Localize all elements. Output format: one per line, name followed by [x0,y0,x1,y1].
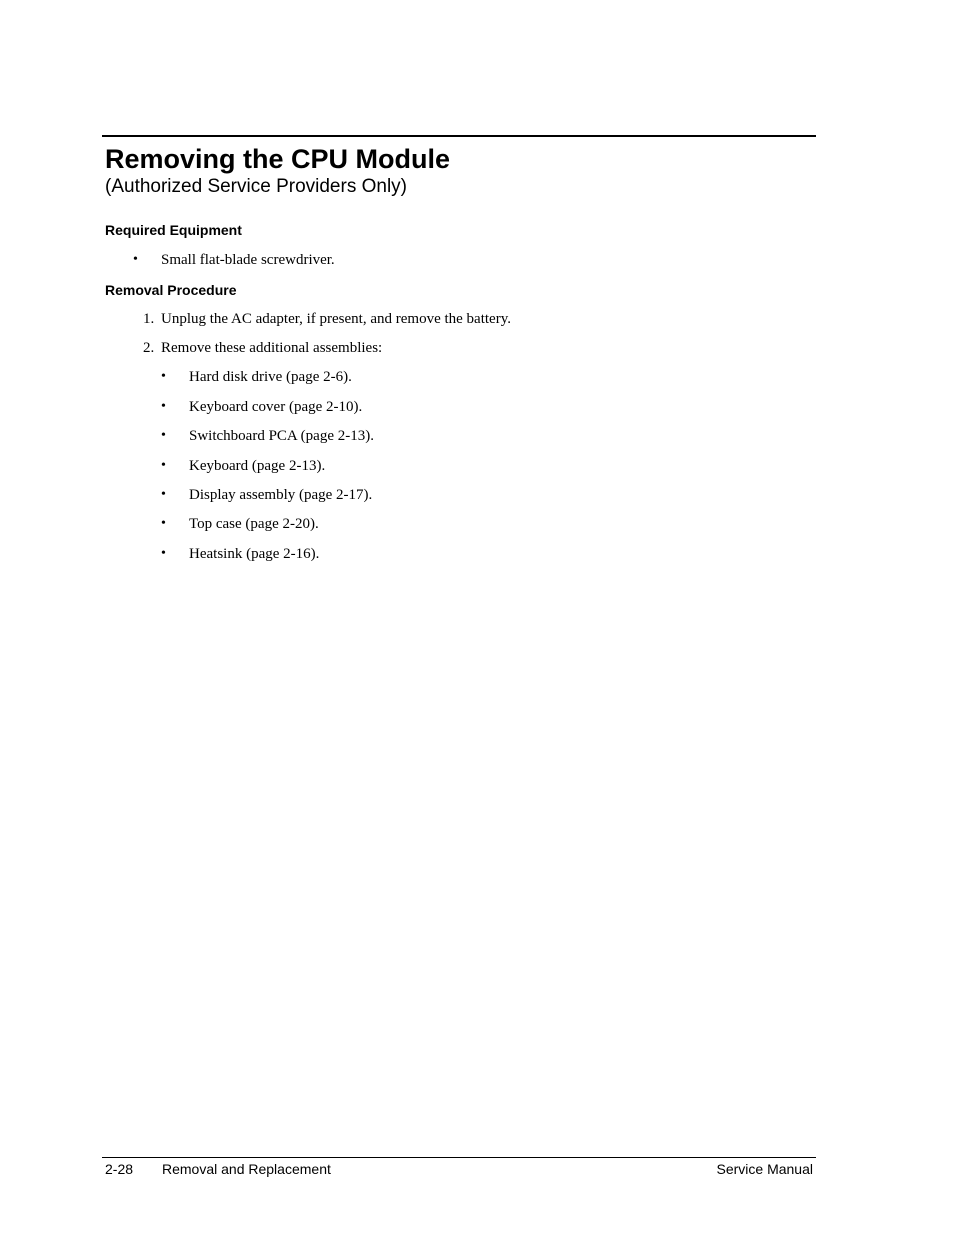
step-text: Unplug the AC adapter, if present, and remove the battery. [161,311,511,327]
bullet-icon: • [133,252,138,267]
list-item-text: Keyboard cover (page 2-10). [189,399,363,415]
list-item-text: Top case (page 2-20). [189,516,319,532]
bullet-icon: • [161,516,166,531]
bullet-icon: • [161,399,166,414]
list-item-text: Hard disk drive (page 2-6). [189,369,352,385]
header-rule [102,135,816,137]
bullet-icon: • [161,487,166,502]
list-item-text: Small flat-blade screwdriver. [161,252,335,268]
required-equipment-heading: Required Equipment [105,222,242,238]
page-title: Removing the CPU Module [105,144,451,174]
footer-chapter: Removal and Replacement [162,1161,331,1177]
bullet-icon: • [161,458,166,473]
bullet-icon: • [161,369,166,384]
step-text: Remove these additional assemblies: [161,340,383,356]
bullet-icon: • [161,546,166,561]
removal-procedure-heading: Removal Procedure [105,282,237,298]
step-number: 2. [143,340,155,356]
page-subtitle: (Authorized Service Providers Only) [105,176,407,197]
list-item-text: Heatsink (page 2-16). [189,546,320,562]
list-item-text: Switchboard PCA (page 2-13). [189,428,374,444]
footer-page-number: 2-28 [105,1161,134,1177]
list-item-text: Keyboard (page 2-13). [189,458,326,474]
list-item-text: Display assembly (page 2-17). [189,487,373,503]
footer-manual-title: Service Manual [716,1161,813,1177]
step-number: 1. [143,311,155,327]
bullet-icon: • [161,428,166,443]
footer-rule [102,1157,816,1158]
